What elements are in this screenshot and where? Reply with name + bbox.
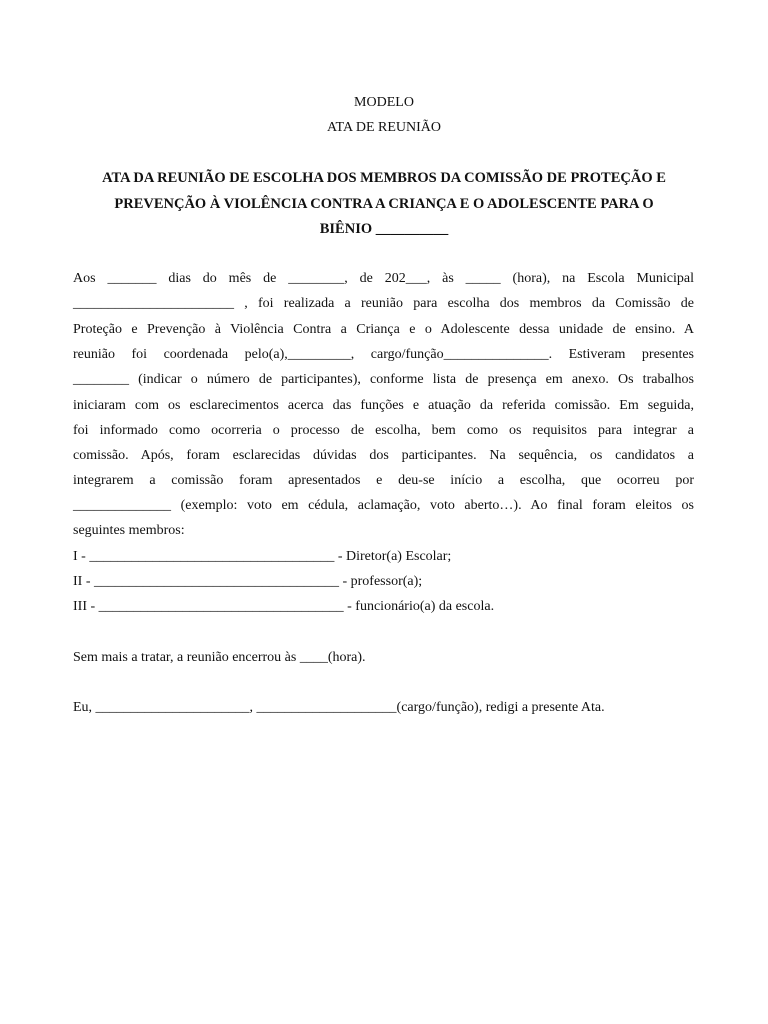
body-line-4: reunião foi coordenada pelo(a),_________, cargo/função_______________. Estiveram presentes — [73, 347, 694, 362]
member-line-director: I - ___________________________________ - Diretor(a) Escolar; — [73, 549, 452, 564]
body-line-2: _______________________ , foi realizada a reunião para escolha dos membros da Comissão de — [73, 296, 694, 311]
body-line-6: iniciaram com os esclarecimentos acerca das funções e atuação da referida comissão. Em seguida, — [73, 398, 694, 413]
member-line-teacher: II - ___________________________________ - professor(a); — [73, 574, 423, 589]
body-line-5: ________ (indicar o número de participantes), conforme lista de presença em anexo. Os trabalhos — [73, 372, 694, 387]
closing-line: Sem mais a tratar, a reunião encerrou às ____(hora). — [73, 650, 366, 665]
signature-line: Eu, ______________________, ____________________(cargo/função), redigi a presente Ata. — [73, 700, 605, 715]
body-line-8: comissão. Após, foram esclarecidas dúvidas dos participantes. Na sequência, os candidatos a — [73, 448, 694, 463]
body-line-9: integrarem a comissão foram apresentados e deu-se início a escolha, que ocorreu por — [73, 473, 694, 488]
body-line-11: seguintes membros: — [73, 523, 185, 538]
title-line-2: PREVENÇÃO À VIOLÊNCIA CONTRA A CRIANÇA E O ADOLESCENTE PARA O — [114, 196, 654, 212]
body-line-10: ______________ (exemplo: voto em cédula, aclamação, voto aberto…). Ao final foram eleitos os — [73, 498, 694, 513]
body-line-3: Proteção e Prevenção à Violência Contra a Criança e o Adolescente dessa unidade de ensino. A — [73, 322, 694, 337]
body-line-7: foi informado como ocorreria o processo de escolha, bem como os requisitos para integrar a — [73, 423, 694, 438]
title-line-3: BIÊNIO __________ — [319, 221, 449, 237]
body-line-1: Aos _______ dias do mês de ________, de 202___, às _____ (hora), na Escola Municipal — [73, 271, 694, 286]
document-type: ATA DE REUNIÃO — [327, 120, 441, 135]
model-label: MODELO — [354, 95, 414, 110]
title-line-1: ATA DA REUNIÃO DE ESCOLHA DOS MEMBROS DA COMISSÃO DE PROTEÇÃO E — [102, 170, 666, 186]
member-line-staff: III - ___________________________________ - funcionário(a) da escola. — [73, 599, 495, 614]
